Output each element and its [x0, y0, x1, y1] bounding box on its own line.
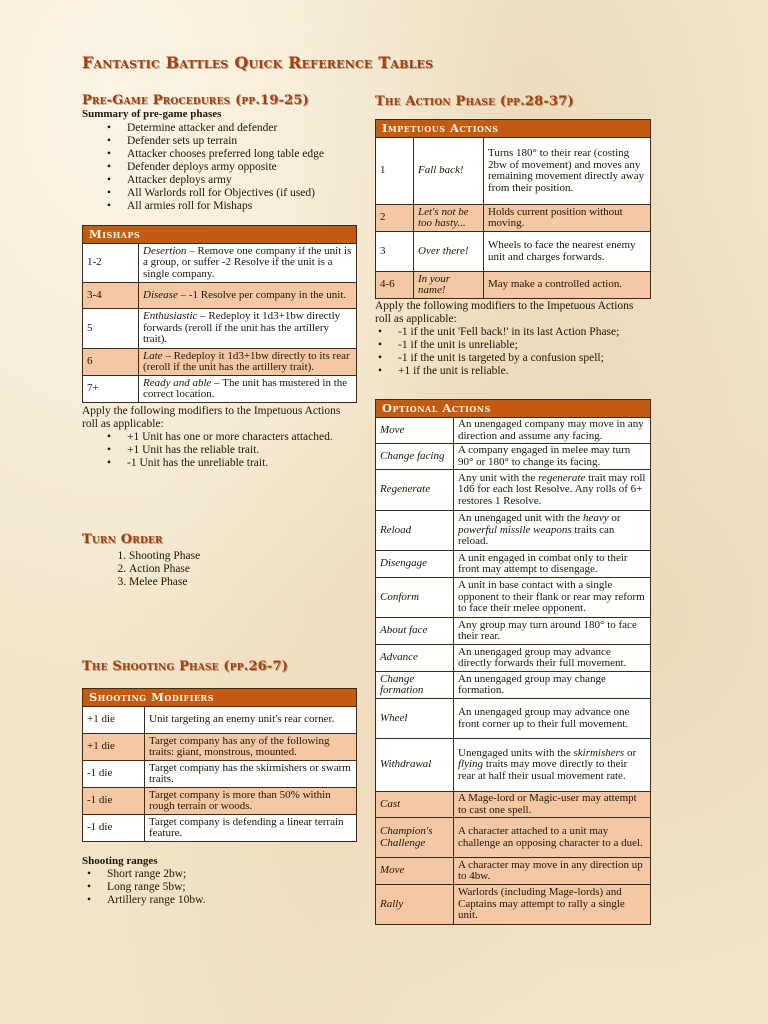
table-row — [83, 734, 357, 761]
action-desc: Any unit with the regenerate trait may roll 1d6 for each lost Resolve. Any rolls of 6+ restores 1 Resolve. — [454, 470, 651, 511]
list-item: • Artillery range 10bw. — [107, 894, 206, 907]
action-desc: An unengaged unit with the heavy or powerful missile weapons traits can reload. — [454, 511, 651, 551]
table-row — [376, 672, 651, 699]
table-row — [376, 618, 651, 645]
action-name: Disengage — [376, 551, 454, 578]
impetuous-desc: Holds current position without moving. — [484, 205, 651, 232]
mishap-effect: Late – Redeploy it 1d3+1bw directly to its rear (reroll if the unit has the artillery trait). — [139, 349, 357, 376]
action-desc: An unengaged group may advance directly forwards their full movement. — [454, 645, 651, 672]
list-item: • Attacker chooses preferred long table edge — [127, 148, 324, 161]
table-row — [83, 788, 357, 815]
shooting-modifiers-table — [82, 688, 357, 842]
list-item: • -1 if the unit is targeted by a confusion spell; — [398, 352, 619, 365]
table-row — [83, 707, 357, 734]
action-desc: Any group may turn around 180° to face their rear. — [454, 618, 651, 645]
list-item: • -1 if the unit 'Fell back!' in its last Action Phase; — [398, 326, 619, 339]
action-name: Cast — [376, 792, 454, 818]
action-name: Change formation — [376, 672, 454, 699]
impetuous-actions-title: Impetuous Actions — [376, 120, 651, 138]
impetuous-roll: 4-6 — [376, 272, 414, 299]
action-desc: Warlords (including Mage-lords) and Captains may attempt to rally a single unit. — [454, 885, 651, 925]
list-item: • Short range 2bw; — [107, 868, 206, 881]
list-item: • -1 if the unit is unreliable; — [398, 339, 619, 352]
list-item: 2. Action Phase — [129, 563, 200, 576]
turn-order-list — [79, 550, 200, 589]
shooting-ranges-title: Shooting ranges — [82, 855, 158, 867]
modifier-desc: Target company has any of the following traits: giant, monstrous, mounted. — [145, 734, 357, 761]
table-row — [376, 272, 651, 299]
modifier-desc: Target company is defending a linear terrain feature. — [145, 815, 357, 842]
table-row — [376, 551, 651, 578]
impetuous-roll: 3 — [376, 232, 414, 272]
impetuous-name: Fall back! — [414, 138, 484, 205]
action-name: Wheel — [376, 699, 454, 739]
mishap-roll: 5 — [83, 309, 139, 349]
list-item: 3. Melee Phase — [129, 576, 200, 589]
impetuous-note: Apply the following modifiers to the Impetuous Actions roll as applicable: — [375, 300, 634, 325]
action-desc: A Mage-lord or Magic-user may attempt to cast one spell. — [454, 792, 651, 818]
impetuous-roll: 1 — [376, 138, 414, 205]
modifier-value: +1 die — [83, 707, 145, 734]
action-desc: An unengaged company may move in any direction and assume any facing. — [454, 418, 651, 444]
table-row — [376, 444, 651, 470]
action-name: Regenerate — [376, 470, 454, 511]
modifier-value: +1 die — [83, 734, 145, 761]
page-title: Fantastic Battles Quick Reference Tables — [82, 53, 434, 72]
shooting-heading: The Shooting Phase (pp.26-7) — [82, 659, 289, 674]
pregame-steps-list — [91, 122, 324, 213]
impetuous-name: Over there! — [414, 232, 484, 272]
table-row — [83, 815, 357, 842]
mishaps-modifiers-list — [91, 431, 333, 470]
mishaps-note: Apply the following modifiers to the Impetuous Actions roll as applicable: — [82, 405, 341, 430]
table-row — [376, 232, 651, 272]
table-row — [376, 578, 651, 618]
table-row — [376, 418, 651, 444]
table-row — [83, 376, 357, 403]
list-item: • Defender deploys army opposite — [127, 161, 324, 174]
table-row — [376, 858, 651, 885]
action-name: Champion's Challenge — [376, 818, 454, 858]
mishap-effect: Enthusiastic – Redeploy it 1d3+1bw directly forwards (reroll if the unit has the artillery trait). — [139, 309, 357, 349]
modifier-value: -1 die — [83, 761, 145, 788]
mishap-effect: Disease – -1 Resolve per company in the unit. — [139, 283, 357, 309]
list-item: • -1 Unit has the unreliable trait. — [127, 457, 333, 470]
action-desc: A company engaged in melee may turn 90° or 180° to change its facing. — [454, 444, 651, 470]
optional-actions-title: Optional Actions — [376, 400, 651, 418]
action-desc: A character may move in any direction up to 4bw. — [454, 858, 651, 885]
action-name: Move — [376, 858, 454, 885]
mishap-roll: 6 — [83, 349, 139, 376]
impetuous-roll: 2 — [376, 205, 414, 232]
table-row — [376, 885, 651, 925]
table-row — [83, 244, 357, 283]
action-name: Advance — [376, 645, 454, 672]
impetuous-desc: Wheels to face the nearest enemy unit and charges forwards. — [484, 232, 651, 272]
pregame-heading: Pre-Game Procedures (pp.19-25) — [82, 93, 310, 108]
list-item: • Determine attacker and defender — [127, 122, 324, 135]
mishap-roll: 3-4 — [83, 283, 139, 309]
mishap-roll: 1-2 — [83, 244, 139, 283]
mishap-effect: Desertion – Remove one company if the unit is a group, or suffer -2 Resolve if the unit is a single company. — [139, 244, 357, 283]
impetuous-desc: Turns 180° to their rear (costing 2bw of movement) and moves any remaining movement directly away from their position. — [484, 138, 651, 205]
list-item: • Defender sets up terrain — [127, 135, 324, 148]
list-item: 1. Shooting Phase — [129, 550, 200, 563]
modifier-desc: Target company is more than 50% within rough terrain or woods. — [145, 788, 357, 815]
modifier-desc: Target company has the skirmishers or swarm traits. — [145, 761, 357, 788]
modifier-desc: Unit targeting an enemy unit's rear corner. — [145, 707, 357, 734]
shooting-modifiers-title: Shooting Modifiers — [83, 689, 357, 707]
modifier-value: -1 die — [83, 815, 145, 842]
impetuous-name: Let's not be too hasty... — [414, 205, 484, 232]
turn-order-heading: Turn Order — [82, 532, 163, 547]
action-name: About face — [376, 618, 454, 645]
mishaps-table — [82, 225, 357, 403]
action-name: Move — [376, 418, 454, 444]
action-name: Withdrawal — [376, 739, 454, 792]
pregame-summary-title: Summary of pre-game phases — [82, 108, 222, 120]
impetuous-desc: May make a controlled action. — [484, 272, 651, 299]
action-name: Rally — [376, 885, 454, 925]
list-item: • +1 Unit has one or more characters attached. — [127, 431, 333, 444]
action-desc: Unengaged units with the skirmishers or flying traits may move directly to their rear at half their usual movement rate. — [454, 739, 651, 792]
action-desc: A character attached to a unit may challenge an opposing character to a duel. — [454, 818, 651, 858]
impetuous-actions-table — [375, 119, 651, 299]
table-row — [376, 792, 651, 818]
modifier-value: -1 die — [83, 788, 145, 815]
impetuous-name: In your name! — [414, 272, 484, 299]
action-name: Conform — [376, 578, 454, 618]
list-item: • +1 if the unit is reliable. — [398, 365, 619, 378]
table-row — [376, 470, 651, 511]
list-item: • All armies roll for Mishaps — [127, 200, 324, 213]
list-item: • All Warlords roll for Objectives (if used) — [127, 187, 324, 200]
table-row — [83, 309, 357, 349]
action-desc: An unengaged group may advance one front corner up to their full movement. — [454, 699, 651, 739]
action-name: Change facing — [376, 444, 454, 470]
mishaps-title: Mishaps — [83, 226, 357, 244]
table-row — [376, 511, 651, 551]
mishap-roll: 7+ — [83, 376, 139, 403]
mishap-effect: Ready and able – The unit has mustered in the correct location. — [139, 376, 357, 403]
optional-actions-table — [375, 399, 651, 925]
list-item: • Long range 5bw; — [107, 881, 206, 894]
action-desc: A unit engaged in combat only to their front may attempt to disengage. — [454, 551, 651, 578]
table-row — [83, 761, 357, 788]
table-row — [376, 818, 651, 858]
action-desc: An unengaged group may change formation. — [454, 672, 651, 699]
table-row — [83, 283, 357, 309]
table-row — [376, 205, 651, 232]
action-desc: A unit in base contact with a single opponent to their flank or rear may reform to face their melee opponent. — [454, 578, 651, 618]
impetuous-modifiers-list — [362, 326, 619, 378]
table-row — [376, 699, 651, 739]
list-item: • +1 Unit has the reliable trait. — [127, 444, 333, 457]
action-name: Reload — [376, 511, 454, 551]
table-row — [376, 645, 651, 672]
list-item: • Attacker deploys army — [127, 174, 324, 187]
table-row — [376, 138, 651, 205]
table-row — [376, 739, 651, 792]
shooting-ranges-list — [71, 868, 206, 907]
table-row — [83, 349, 357, 376]
action-heading: The Action Phase (pp.28-37) — [375, 94, 574, 109]
